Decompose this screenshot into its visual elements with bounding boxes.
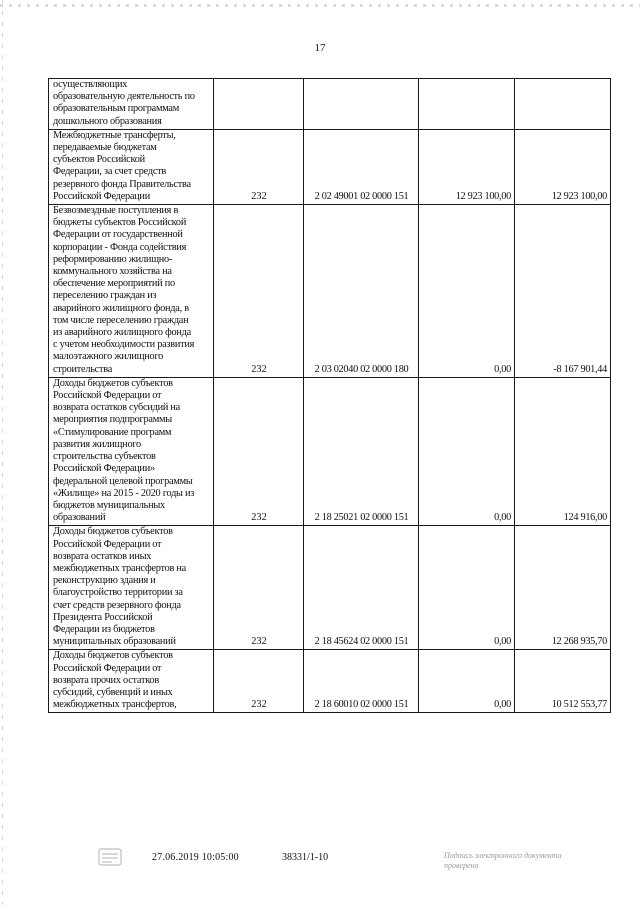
budget-revenue-table — [48, 78, 611, 713]
row-budget-code-cell — [304, 79, 419, 130]
table-row — [49, 205, 611, 378]
row-budget-code-cell: 2 18 60010 02 0000 151 — [304, 650, 419, 713]
table-row — [49, 377, 611, 525]
row-planned-amount-cell: 0,00 — [419, 650, 515, 713]
row-name-cell: Безвозмездные поступления в бюджеты субъектов Российской Федерации от государственной корпорации - Фонда содействия реформированию жилищно- коммунального хозяйства на обеспечение мероприятий по переселению граждан из аварийного жилищного фонда, в том числе переселению граждан из аварийного жилищного фонда с учетом необходимости развития малоэтажного жилищного строительства — [49, 205, 214, 378]
scan-artifact-left-edge — [2, 0, 3, 905]
footer-date: 27.06.2019 10:05:00 — [152, 852, 239, 863]
signature-note-line: Подпись электронного документа — [444, 851, 562, 860]
row-admin-code-cell: 232 — [214, 650, 304, 713]
row-budget-code-cell: 2 18 45624 02 0000 151 — [304, 526, 419, 650]
row-planned-amount-cell: 0,00 — [419, 377, 515, 525]
signature-note-line: проверена — [444, 861, 479, 870]
row-admin-code-cell: 232 — [214, 377, 304, 525]
document-stamp-icon — [96, 846, 124, 868]
row-name-cell: Доходы бюджетов субъектов Российской Федерации от возврата прочих остатков субсидий, субвенций и иных межбюджетных трансфертов, — [49, 650, 214, 713]
row-admin-code-cell: 232 — [214, 129, 304, 204]
row-planned-amount-cell: 0,00 — [419, 526, 515, 650]
row-budget-code-cell: 2 03 02040 02 0000 180 — [304, 205, 419, 378]
row-name-cell: Доходы бюджетов субъектов Российской Федерации от возврата остатков иных межбюджетных трансфертов на реконструкцию здания и благоустройство территории за счет средств резервного фонда Президента Российской Федерации из бюджетов муниципальных образований — [49, 526, 214, 650]
scan-artifact-top — [0, 4, 640, 7]
row-executed-amount-cell: 124 916,00 — [515, 377, 611, 525]
row-planned-amount-cell: 0,00 — [419, 205, 515, 378]
row-planned-amount-cell: 12 923 100,00 — [419, 129, 515, 204]
row-executed-amount-cell: -8 167 901,44 — [515, 205, 611, 378]
row-name-cell: осуществляющих образовательную деятельность по образовательным программам дошкольного образования — [49, 79, 214, 130]
row-name-cell: Межбюджетные трансферты, передаваемые бюджетам субъектов Российской Федерации, за счет средств резервного фонда Правительства Российской Федерации — [49, 129, 214, 204]
table-row — [49, 129, 611, 204]
row-budget-code-cell: 2 18 25021 02 0000 151 — [304, 377, 419, 525]
footer-document-number: 38331/1-10 — [282, 852, 329, 863]
row-budget-code-cell: 2 02 49001 02 0000 151 — [304, 129, 419, 204]
row-executed-amount-cell: 10 512 553,77 — [515, 650, 611, 713]
row-planned-amount-cell — [419, 79, 515, 130]
table-row — [49, 526, 611, 650]
row-executed-amount-cell: 12 268 935,70 — [515, 526, 611, 650]
page-number: 17 — [314, 42, 326, 54]
row-executed-amount-cell: 12 923 100,00 — [515, 129, 611, 204]
row-executed-amount-cell — [515, 79, 611, 130]
row-admin-code-cell — [214, 79, 304, 130]
row-name-cell: Доходы бюджетов субъектов Российской Федерации от возврата остатков субсидий на мероприятия подпрограммы «Стимулирование программ развития жилищного строительства субъектов Российской Федерации» федеральной целевой программы «Жилище» на 2015 - 2020 годы из бюджетов муниципальных образований — [49, 377, 214, 525]
row-admin-code-cell: 232 — [214, 526, 304, 650]
row-admin-code-cell: 232 — [214, 205, 304, 378]
signature-note — [444, 851, 594, 871]
table-row — [49, 79, 611, 130]
table-row — [49, 650, 611, 713]
